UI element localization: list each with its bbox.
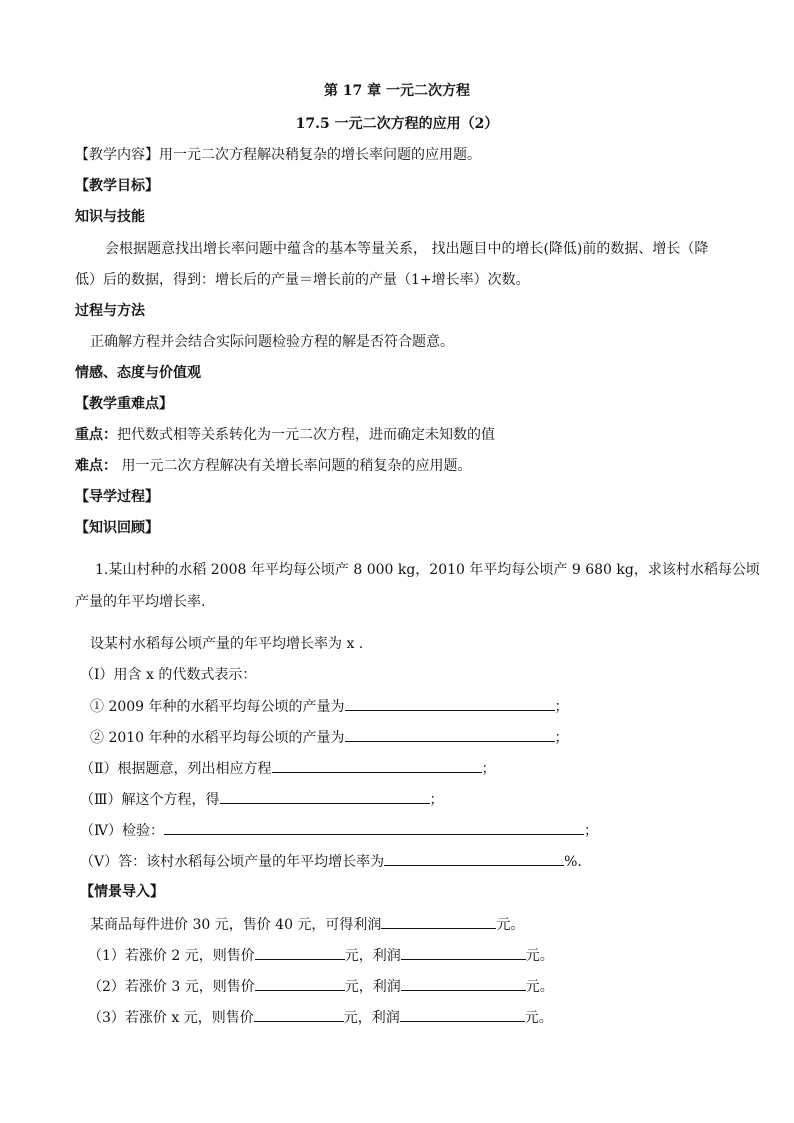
emotion-heading: 情感、态度与价值观 — [75, 365, 201, 381]
difficult-label: 难点： — [75, 458, 117, 474]
answer-blank-2009[interactable] — [345, 696, 555, 711]
answer-blank-q3-profit[interactable] — [400, 1007, 525, 1022]
scenario-q3-end: 元。 — [524, 1010, 553, 1026]
answer-blank-q2-price[interactable] — [255, 976, 345, 991]
chapter-title: 第 17 章 一元二次方程 — [323, 83, 471, 99]
sub-step-1-end: ； — [554, 699, 569, 715]
key-difficult-label: 【教学重难点】 — [75, 396, 173, 412]
scenario-q2 — [88, 976, 554, 997]
teaching-content-text: 用一元二次方程解决稍复杂的增长率问题的应用题。 — [159, 147, 481, 163]
knowledge-line-1: 会根据题意找出增长率问题中蕴含的基本等量关系， 找出题目中的增长(降低)前的数据、增长（降 — [105, 241, 709, 257]
step-5-end: %. — [564, 854, 582, 870]
answer-blank-rate[interactable] — [384, 851, 564, 866]
answer-blank-2010[interactable] — [345, 727, 555, 742]
scenario-q1 — [88, 945, 554, 966]
key-point-label: 重点： — [75, 427, 117, 443]
answer-blank-equation[interactable] — [272, 758, 482, 773]
teaching-goal-label: 【教学目标】 — [75, 178, 159, 194]
answer-blank-q1-price[interactable] — [255, 945, 345, 960]
process-text: 正确解方程并会结合实际问题检验方程的解是否符合题意。 — [90, 334, 454, 350]
scenario-q1-end: 元。 — [525, 948, 554, 964]
teaching-content-label: 【教学内容】 — [75, 147, 159, 163]
guide-label: 【导学过程】 — [75, 489, 159, 505]
scenario-q3 — [88, 1007, 553, 1028]
problem-1-line-1: 1.某山村种的水稻 2008 年平均每公顷产 8 000 kg，2010 年平均每公顷产 9 680 kg，求该村水稻每公顷 — [95, 562, 760, 578]
step-3-prefix: （Ⅲ）解这个方程，得 — [80, 792, 220, 808]
answer-blank-q2-profit[interactable] — [401, 976, 526, 991]
section-title: 17.5 一元二次方程的应用（2） — [295, 116, 499, 132]
step-4 — [80, 820, 598, 841]
scenario-q3-prefix: （3）若涨价 x 元，则售价 — [88, 1010, 254, 1026]
scenario-q2-prefix: （2）若涨价 3 元，则售价 — [88, 979, 255, 995]
review-label: 【知识回顾】 — [75, 520, 159, 536]
step-2-prefix: （Ⅱ）根据题意，列出相应方程 — [80, 761, 272, 777]
step-4-prefix: （Ⅳ）检验： — [80, 823, 164, 839]
key-point-text: 把代数式相等关系转化为一元二次方程，进而确定未知数的值 — [117, 427, 495, 443]
sub-step-2-prefix: ② 2010 年种的水稻平均每公顷的产量为 — [90, 730, 345, 746]
step-3-end: ； — [429, 792, 444, 808]
scenario-label: 【情景导入】 — [80, 884, 164, 900]
answer-blank-q3-price[interactable] — [254, 1007, 344, 1022]
key-point — [75, 425, 495, 445]
step-4-end: ； — [584, 823, 598, 839]
answer-blank-profit[interactable] — [381, 914, 496, 929]
difficult-text: 用一元二次方程解决有关增长率问题的稍复杂的应用题。 — [117, 458, 472, 474]
difficult-point — [75, 456, 471, 476]
step-2 — [80, 758, 496, 779]
scenario-q2-end: 元。 — [525, 979, 554, 995]
scenario-q1-mid: 元，利润 — [344, 948, 401, 964]
step-5-prefix: （Ⅴ）答：该村水稻每公顷产量的年平均增长率为 — [80, 854, 385, 870]
answer-blank-solution[interactable] — [220, 789, 430, 804]
answer-blank-q1-profit[interactable] — [401, 945, 526, 960]
sub-step-1 — [90, 696, 569, 717]
problem-1-line-2: 产量的年平均增长率. — [75, 594, 206, 610]
scenario-q3-mid: 元，利润 — [343, 1010, 400, 1026]
problem-1-assume: 设某村水稻每公顷产量的年平均增长率为 x . — [90, 636, 364, 652]
knowledge-line-2: 低）后的数据，得到：增长后的产量＝增长前的产量（1+增长率）次数。 — [75, 272, 530, 288]
teaching-content — [75, 145, 481, 165]
process-heading: 过程与方法 — [75, 303, 145, 319]
step-2-end: ； — [481, 761, 496, 777]
scenario-intro-end: 元。 — [496, 917, 525, 933]
step-3 — [80, 789, 444, 810]
step-5 — [80, 851, 582, 872]
knowledge-heading: 知识与技能 — [75, 209, 145, 225]
scenario-intro-prefix: 某商品每件进价 30 元，售价 40 元，可得利润 — [90, 917, 382, 933]
sub-step-2-end: ； — [554, 730, 569, 746]
sub-step-2 — [90, 727, 569, 748]
sub-step-1-prefix: ① 2009 年种的水稻平均每公顷的产量为 — [90, 699, 345, 715]
step-1-label: （Ⅰ）用含 x 的代数式表示： — [80, 667, 257, 683]
scenario-intro — [90, 914, 524, 935]
scenario-q2-mid: 元，利润 — [344, 979, 401, 995]
answer-blank-check[interactable] — [164, 820, 584, 835]
scenario-q1-prefix: （1）若涨价 2 元，则售价 — [88, 948, 255, 964]
